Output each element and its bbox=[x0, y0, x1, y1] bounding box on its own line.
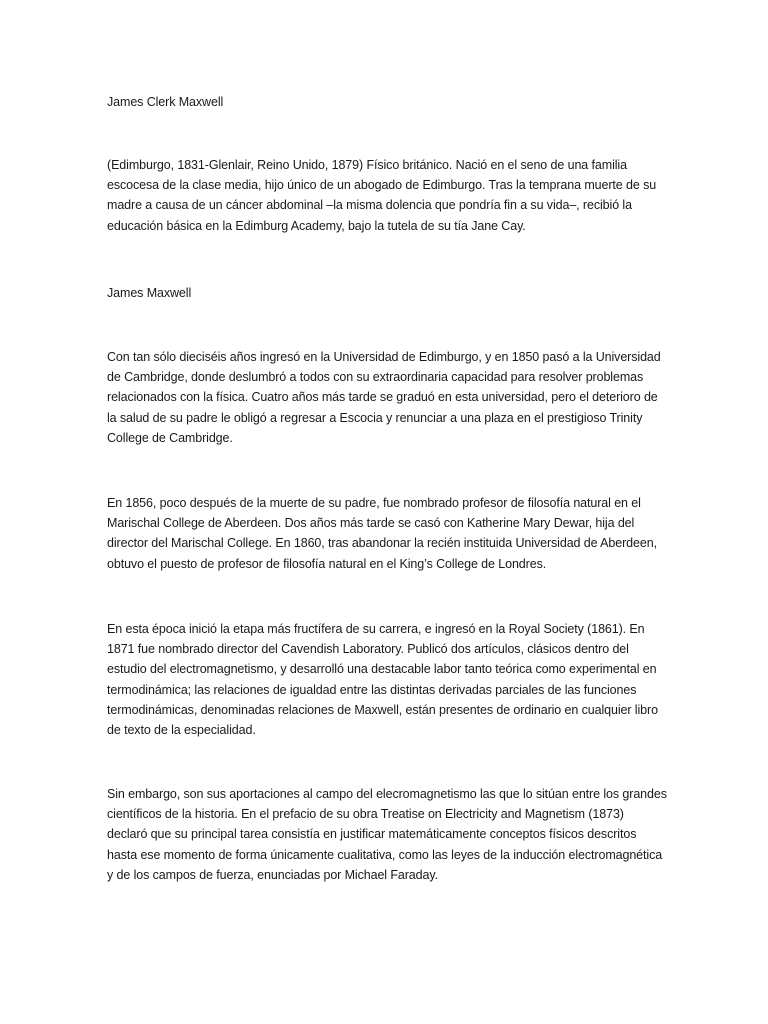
paragraph-aberdeen: En 1856, poco después de la muerte de su padre, fue nombrado profesor de filosofía natural en el Marischal College de Aberdeen. Dos años más tarde se casó con Katherine Mary Dewar, hija del director del Marischal College. En 1860, tras abandonar la recién instituida Universidad de Aberdeen, obtuvo el puesto de profesor de filosofía natural en el King’s College de Londres. bbox=[107, 496, 657, 571]
paragraph-royal-society: En esta época inició la etapa más fructífera de su carrera, e ingresó en la Royal Society (1861). En 1871 fue nombrado director del Cavendish Laboratory. Publicó dos artículos, clásicos dentro del estudio del electromagnetismo, y desarrolló una destacable labor tanto teórica como experimental en termodinámica; las relaciones de igualdad entre las distintas derivadas parciales de las funciones termodinámicas, denominadas relaciones de Maxwell, están presentes de ordinario en cualquier libro de texto de la especialidad. bbox=[107, 622, 658, 738]
document-title: James Clerk Maxwell bbox=[107, 95, 224, 109]
paragraph-education: Con tan sólo dieciséis años ingresó en la Universidad de Edimburgo, y en 1850 pasó a la Universidad de Cambridge, donde deslumbró a todos con su extraordinaria capacidad para resolver problemas relacionados con la física. Cuatro años más tarde se graduó en esta universidad, pero el deterioro de la salud de su padre le obligó a regresar a Escocia y renunciar a una plaza en el prestigioso Trinity College de Cambridge. bbox=[107, 350, 661, 445]
paragraph-biography-intro: (Edimburgo, 1831-Glenlair, Reino Unido, 1879) Físico británico. Nació en el seno de una familia escocesa de la clase media, hijo único de un abogado de Edimburgo. Tras la temprana muerte de su madre a causa de un cáncer abdominal –la misma dolencia que pondría fin a su vida–, recibió la educación básica en la Edimburg Academy, bajo la tutela de su tía Jane Cay. bbox=[107, 158, 657, 233]
section-heading: James Maxwell bbox=[107, 286, 192, 300]
paragraph-electromagnetism: Sin embargo, son sus aportaciones al campo del elecromagnetismo las que lo sitúan entre los grandes científicos de la historia. En el prefacio de su obra Treatise on Electricity and Magnetism (1873) declaró que su principal tarea consistía en justificar matemáticamente conceptos físicos descritos hasta ese momento de forma únicamente cualitativa, como las leyes de la inducción electromagnética y de los campos de fuerza, enunciadas por Michael Faraday. bbox=[107, 787, 667, 882]
